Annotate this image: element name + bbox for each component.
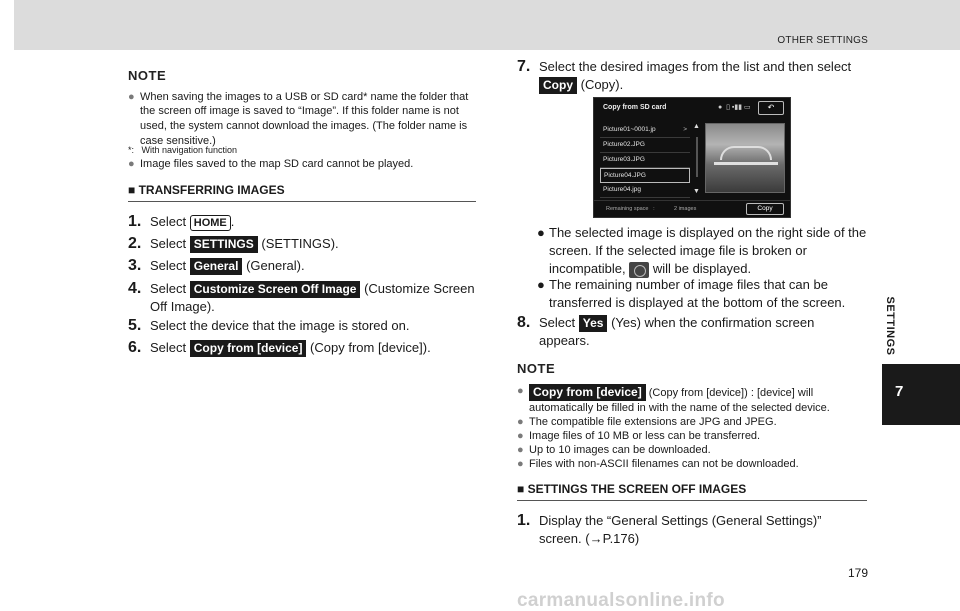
left-column [128, 67, 476, 149]
chapter-tab [882, 364, 960, 425]
step-number: 5. [128, 317, 142, 334]
step-number: 3. [128, 257, 142, 274]
note-title: NOTE [128, 68, 167, 83]
list-item-selected[interactable] [600, 168, 690, 183]
note-item [517, 415, 867, 430]
note-item [517, 457, 867, 472]
copy-from-sd-screen [593, 97, 791, 218]
scroll-down-icon[interactable]: ▼ [693, 188, 700, 195]
copy-from-device-button[interactable]: Copy from [device] [529, 384, 646, 401]
info-text: The remaining number of image files that can be transferred is displayed at the bottom of the screen. [549, 277, 846, 311]
step-text: Select [150, 281, 190, 296]
step-5 [128, 317, 476, 335]
step-7 [517, 58, 867, 94]
bullet-icon: ● [537, 225, 545, 240]
step-number: 8. [517, 314, 531, 331]
footnote: *: With navigation function [128, 145, 238, 155]
screen-footer [594, 200, 790, 217]
yes-button[interactable]: Yes [579, 315, 608, 332]
bullet-icon: ● [517, 444, 524, 456]
list-item-label: Picture04.JPG [604, 172, 646, 179]
note-item [517, 384, 867, 416]
chevron-right-icon: > [683, 126, 687, 133]
remaining-space-label: Remaining space : [606, 206, 655, 212]
step-number: 6. [128, 339, 142, 356]
note-item [128, 157, 476, 172]
bullet-icon: ● [517, 416, 524, 428]
step-text: Select [150, 214, 190, 229]
home-button[interactable]: HOME [190, 215, 231, 231]
step-1-settings [517, 512, 867, 548]
back-button[interactable]: ↶ [758, 101, 784, 115]
copy-from-device-button[interactable]: Copy from [device] [190, 340, 307, 357]
status-icons: ● ▯ ▪▮▮ ▭ [718, 104, 751, 111]
step-8 [517, 314, 867, 350]
step-text: (Copy). [577, 77, 624, 93]
note-item [517, 443, 867, 458]
note-item [517, 429, 867, 444]
step-text: Select [150, 258, 190, 273]
list-item-label: Picture03.JPG [603, 156, 645, 163]
step-3 [128, 257, 476, 275]
step-text: Select the device that the image is stored on. [150, 318, 410, 333]
step-text: Select the desired images from the list and then select [539, 59, 852, 74]
bullet-icon: ● [517, 430, 524, 442]
step-number: 1. [517, 512, 531, 529]
bullet-icon: ● [128, 158, 135, 170]
info-text: The selected image is displayed on the right side of the screen. If the selected image file is broken or incompatible, [549, 225, 867, 277]
screen-copy-button[interactable]: Copy [746, 203, 784, 215]
chapter-number: 7 [895, 383, 904, 400]
page-number: 179 [847, 566, 868, 580]
step-text: (SETTINGS). [257, 236, 339, 251]
image-preview [705, 123, 785, 193]
section-heading: ■ SETTINGS THE SCREEN OFF IMAGES [517, 482, 867, 501]
list-item[interactable] [600, 138, 690, 153]
list-item-label: Picture02.JPG [603, 141, 645, 148]
step-6 [128, 339, 476, 357]
side-section-label [882, 293, 898, 363]
screen-title: Copy from SD card [603, 104, 667, 111]
header-title: OTHER SETTINGS [777, 35, 868, 46]
scroll-thumb[interactable] [696, 137, 698, 177]
list-item-label: Picture04.jpg [603, 186, 641, 193]
info-text: will be displayed. [649, 261, 752, 277]
note-text: When saving the images to a USB or SD card* name the folder that the screen off image is saved to “Image”. If this folder name is not used, the system cannot download the images. (The folder name is case sensitive.) [140, 90, 469, 148]
step-text: (Yes) when the confirmation screen appears. [539, 315, 815, 349]
customize-screen-off-image-button[interactable]: Customize Screen Off Image [190, 281, 361, 298]
preview-bridge-arch [720, 146, 772, 160]
note-title: NOTE [517, 361, 556, 376]
list-item[interactable] [600, 183, 690, 198]
list-scrollbar[interactable] [693, 123, 701, 195]
note-text: (Copy from [device]) : [device] will automatically be filled in with the name of the selected device. [529, 387, 830, 414]
step-text: Select [150, 340, 190, 355]
note-text: Up to 10 images can be downloaded. [529, 444, 711, 456]
info-item [537, 276, 867, 312]
list-item[interactable] [600, 123, 690, 138]
step-text: . [230, 214, 235, 229]
info-item [537, 224, 867, 279]
note-item [128, 90, 476, 149]
bullet-icon: ● [128, 90, 135, 103]
watermark-text: carmanualsonline.info [517, 590, 725, 611]
preview-bridge-deck [714, 162, 778, 165]
scroll-up-icon[interactable]: ▲ [693, 123, 700, 130]
step-text: (General). [242, 258, 305, 273]
note-text: The compatible file extensions are JPG and JPEG. [529, 416, 777, 428]
step-text: Select [150, 236, 190, 251]
step-1 [128, 213, 476, 231]
step-2 [128, 235, 476, 253]
step-number: 2. [128, 235, 142, 252]
note-text: Image files of 10 MB or less can be transferred. [529, 430, 761, 442]
remaining-count: 2 images [674, 206, 697, 212]
list-item-label: Picture01~0001.jp [603, 126, 656, 133]
step-4 [128, 280, 476, 316]
bullet-icon: ● [537, 277, 545, 292]
copy-button[interactable]: Copy [539, 77, 577, 94]
side-label-text: SETTINGS [884, 296, 896, 356]
list-item[interactable] [600, 153, 690, 168]
step-text: Display the “General Settings (General Settings)” screen. (→P.176) [539, 513, 822, 547]
step-text: (Customize Screen Off Image). [150, 281, 475, 315]
bullet-icon: ● [517, 385, 524, 397]
step-number: 1. [128, 213, 142, 230]
settings-button[interactable]: SETTINGS [190, 236, 258, 253]
step-number: 7. [517, 58, 531, 75]
step-text: (Copy from [device]). [306, 340, 431, 355]
note-text: Image files saved to the map SD card cannot be played. [140, 158, 414, 170]
step-number: 4. [128, 280, 142, 297]
bullet-icon: ● [517, 458, 524, 470]
step-text: Select [539, 315, 579, 330]
image-list [600, 123, 690, 198]
general-button[interactable]: General [190, 258, 243, 275]
note-text: Files with non-ASCII filenames can not be downloaded. [529, 458, 799, 470]
section-heading: ■ TRANSFERRING IMAGES [128, 183, 476, 202]
